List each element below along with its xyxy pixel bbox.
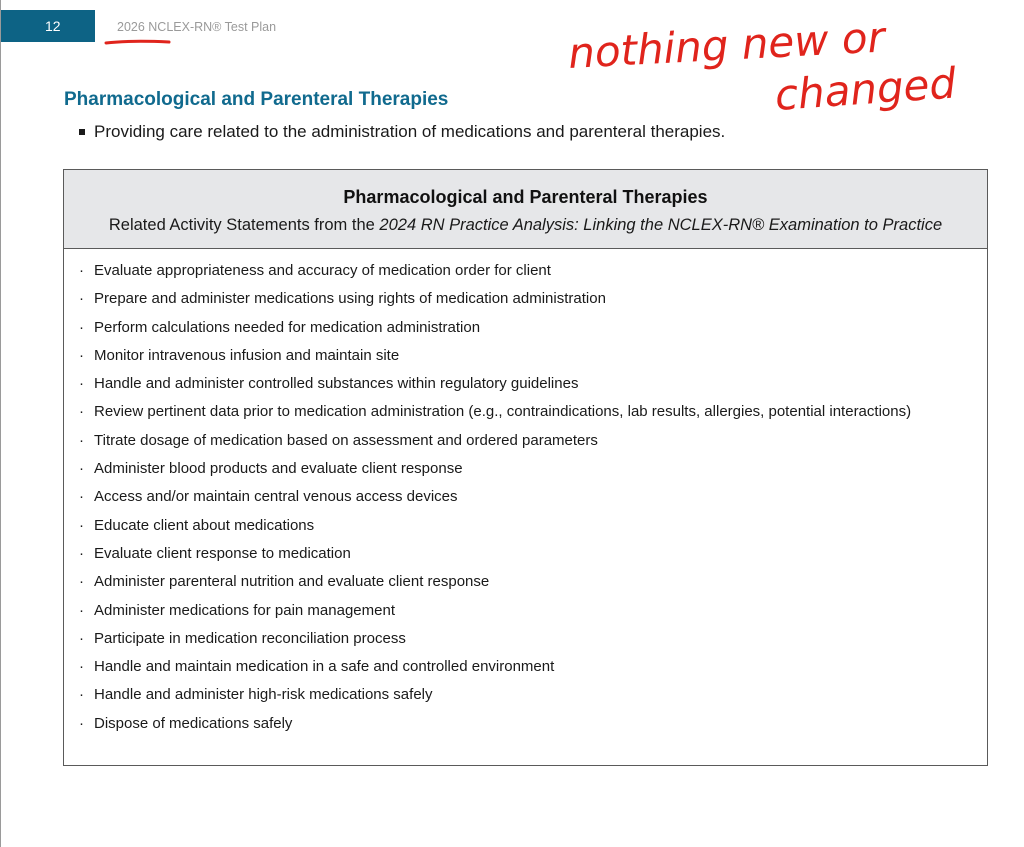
activity-item-text: Administer medications for pain management [94, 601, 395, 619]
table-subtitle-source: 2024 RN Practice Analysis: Linking the NCLEX-RN® Examination to Practice [379, 216, 943, 234]
activity-item [64, 601, 987, 621]
intro-text: Providing care related to the administration of medications and parenteral therapies. [94, 122, 726, 141]
bullet-dot-icon: · [79, 714, 84, 732]
activity-item-text: Prepare and administer medications using rights of medication administration [94, 290, 606, 308]
activity-item [64, 657, 987, 677]
activity-item-text: Monitor intravenous infusion and maintain site [94, 346, 400, 364]
activity-item [64, 431, 987, 451]
bullet-dot-icon: · [79, 375, 84, 393]
activity-item [64, 516, 987, 536]
handwritten-note [561, 10, 981, 120]
bullet-dot-icon: · [79, 544, 84, 562]
activity-item-text: Administer blood products and evaluate client response [94, 460, 463, 478]
activity-item-text: Handle and administer controlled substances within regulatory guidelines [94, 375, 579, 393]
table-title: Pharmacological and Parenteral Therapies [343, 187, 708, 207]
activity-item-text: Educate client about medications [94, 516, 315, 534]
square-bullet-icon [79, 129, 85, 135]
activity-item [64, 685, 987, 705]
page-number-tab [1, 10, 95, 42]
section-title: Pharmacological and Parenteral Therapies [64, 89, 449, 110]
activity-item-text: Dispose of medications safely [94, 714, 293, 732]
activity-list [64, 249, 987, 734]
activity-item [64, 261, 987, 281]
table-header [64, 170, 987, 249]
activity-item [64, 289, 987, 309]
activity-item-text: Participate in medication reconciliation process [94, 629, 406, 647]
activity-item-text: Perform calculations needed for medication administration [94, 318, 481, 336]
activity-item-text: Administer parenteral nutrition and evaluate client response [94, 573, 490, 591]
activity-item-text: Evaluate appropriateness and accuracy of medication order for client [94, 262, 551, 279]
bullet-dot-icon: · [79, 516, 84, 534]
activity-item [64, 374, 987, 394]
bullet-dot-icon: · [79, 629, 84, 647]
activity-item-text: Handle and administer high-risk medications safely [94, 686, 433, 704]
bullet-dot-icon: · [79, 262, 84, 279]
bullet-dot-icon: · [79, 318, 84, 336]
activity-item [64, 459, 987, 479]
bullet-dot-icon: · [79, 290, 84, 308]
bullet-dot-icon: · [79, 431, 84, 449]
activity-item [64, 544, 987, 564]
activity-item [64, 714, 987, 734]
ink-underline-mark [103, 36, 173, 48]
running-title: 2026 NCLEX-RN® Test Plan [117, 20, 277, 34]
bullet-dot-icon: · [79, 403, 84, 421]
activity-item [64, 629, 987, 649]
activity-item-text: Access and/or maintain central venous access devices [94, 488, 458, 506]
activity-item-text: Handle and maintain medication in a safe and controlled environment [94, 658, 555, 676]
bullet-dot-icon: · [79, 601, 84, 619]
bullet-dot-icon: · [79, 346, 84, 364]
table-subtitle-prefix: Related Activity Statements from the [108, 216, 380, 234]
activity-statements-table [63, 169, 988, 766]
activity-item [64, 318, 987, 338]
activity-item [64, 572, 987, 592]
table-subtitle [64, 216, 987, 235]
bullet-dot-icon: · [79, 460, 84, 478]
activity-item-text: Review pertinent data prior to medication administration (e.g., contraindications, lab results, allergies, potential interactions) [94, 403, 912, 421]
intro-bullet [79, 122, 725, 142]
bullet-dot-icon: · [79, 686, 84, 704]
activity-item [64, 487, 987, 507]
activity-item [64, 402, 987, 422]
handwritten-line-1: nothing new or [566, 12, 886, 78]
bullet-dot-icon: · [79, 573, 84, 591]
activity-item-text: Evaluate client response to medication [94, 544, 351, 562]
page-number: 12 [45, 18, 61, 34]
handwritten-line-2: changed [773, 58, 958, 120]
activity-item [64, 346, 987, 366]
bullet-dot-icon: · [79, 488, 84, 506]
activity-item-text: Titrate dosage of medication based on assessment and ordered parameters [94, 431, 598, 449]
bullet-dot-icon: · [79, 658, 84, 676]
